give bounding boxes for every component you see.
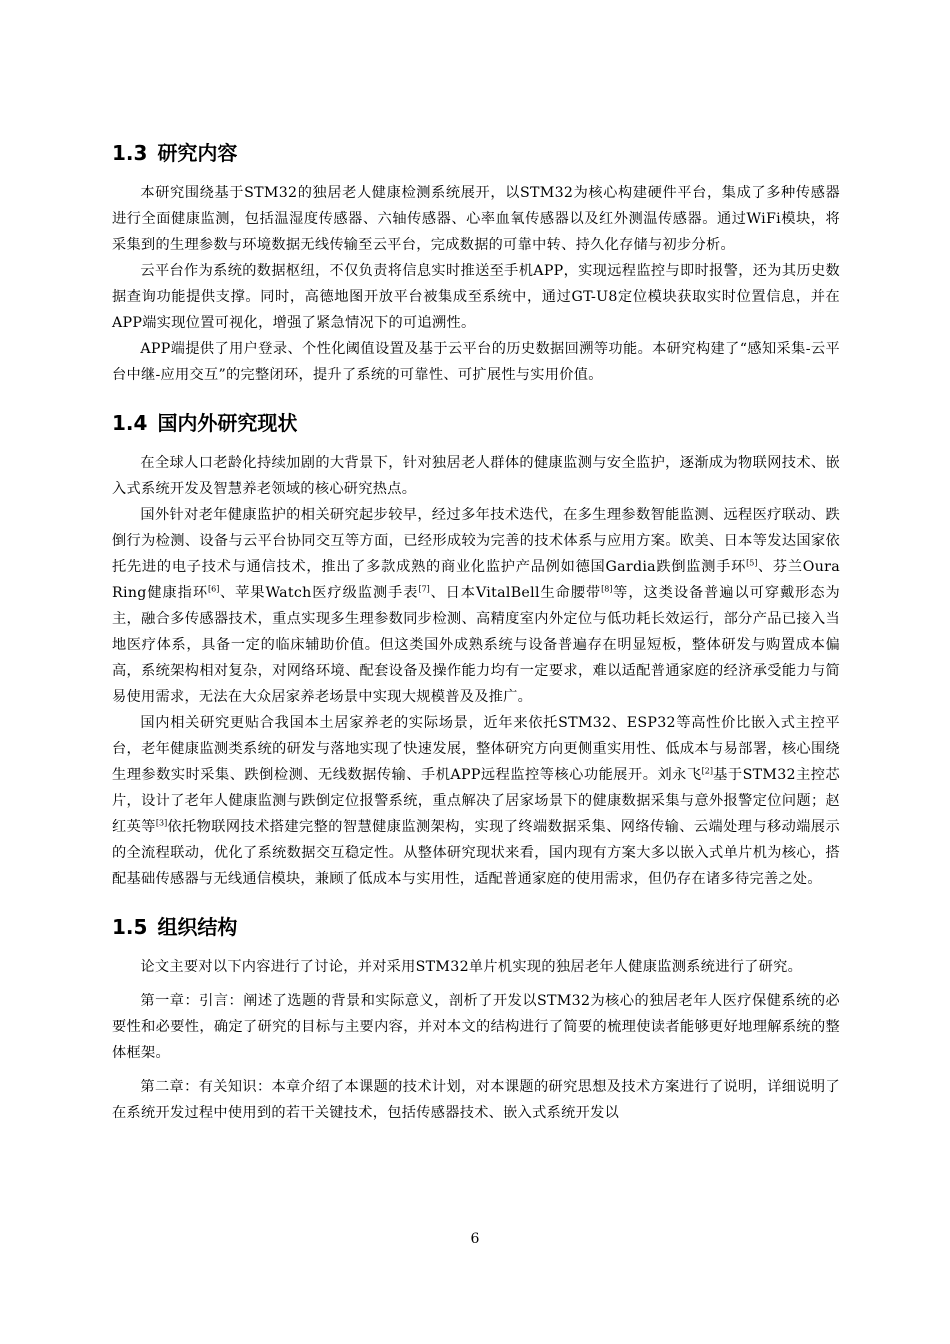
citation: [6] — [207, 584, 220, 594]
paragraph-text: 依托物联网技术搭建完整的智慧健康监测架构，实现了终端数据采集、网络传输、云端处理与移动端展示的全流程联动，优化了系统数据交互稳定性。从整体研究现状来看，国内现有方案大多以嵌入式单片机为核心，搭配基础传感器与无线通信模块，兼顾了低成本与实用性，适配普通家庭的使用需求，但仍存在诸多待完善之处。 — [112, 819, 840, 887]
paragraph: 第一章：引言：阐述了选题的背景和实际意义，剖析了开发以STM32为核心的独居老年人医疗保健系统的必要性和必要性，确定了研究的目标与主要内容，并对本文的结构进行了简要的梳理使读者能够更好地理解系统的整体框架。 — [112, 993, 840, 1061]
paragraph-text: 、芬兰Oura Ring健康指环 — [112, 559, 841, 601]
section-title: 组织结构 — [157, 915, 238, 939]
citation: [3] — [155, 818, 168, 828]
section-heading — [112, 408, 840, 438]
section-title: 研究内容 — [157, 141, 238, 165]
paragraph-text: 国内相关研究更贴合我国本土居家养老的实际场景，近年来依托STM32、ESP32等高性价比嵌入式主控平台，老年健康监测类系统的研发与落地实现了快速发展，整体研究方向更侧重实用性、低成本与易部署，核心围绕生理参数实时采集、跌倒检测、无线数据传输、手机APP远程监控等核心功能展开。刘永飞 — [112, 715, 840, 783]
section-1-4 — [112, 408, 840, 892]
paragraph-text: 、苹果Watch医疗级监测手表 — [219, 585, 419, 601]
citation: [8] — [601, 584, 613, 594]
paragraph-text: 等，这类设备普遍以可穿戴形态为主，融合多传感器技术，重点实现多生理参数同步检测、高精度室内外定位与低功耗长效运行，部分产品已接入当地医疗体系，具备一定的临床辅助价值。但这类国外成熟系统与设备普遍存在明显短板，整体研发与购置成本偏高，系统架构相对复杂，对网络环境、配套设备及操作能力均有一定要求，难以适配普通家庭的经济承受能力与简易使用需求，无法在大众居家养老场景中实现大规模普及及推广。 — [112, 585, 840, 705]
citation: [7] — [418, 584, 430, 594]
section-heading — [112, 912, 840, 942]
paragraph: APP端提供了用户登录、个性化阈值设置及基于云平台的历史数据回溯等功能。本研究构建了“感知采集-云平台中继-应用交互”的完整闭环，提升了系统的可靠性、可扩展性与实用价值。 — [112, 341, 840, 383]
paragraph: 本研究围绕基于STM32的独居老人健康检测系统展开，以STM32为核心构建硬件平台，集成了多种传感器进行全面健康监测，包括温湿度传感器、六轴传感器、心率血氧传感器以及红外测温传感器。通过WiFi模块，将采集到的生理参数与环境数据无线传输至云平台，完成数据的可靠中转、持久化存储与初步分析。 — [112, 185, 840, 253]
section-number: 1.5 — [112, 915, 148, 939]
page-content — [112, 138, 840, 1126]
paragraph: 云平台作为系统的数据枢纽，不仅负责将信息实时推送至手机APP，实现远程监控与即时报警，还为其历史数据查询功能提供支撑。同时，高德地图开放平台被集成至系统中，通过GT-U8定位模块获取实时位置信息，并在APP端实现位置可视化，增强了紧急情况下的可追溯性。 — [112, 263, 840, 331]
paragraph — [112, 710, 840, 892]
section-1-3 — [112, 138, 840, 388]
paragraph: 在全球人口老龄化持续加剧的大背景下，针对独居老人群体的健康监测与安全监护，逐渐成为物联网技术、嵌入式系统开发及智慧养老领域的核心研究热点。 — [112, 455, 840, 497]
section-number: 1.3 — [112, 141, 148, 165]
paragraph-text: 、日本VitalBell生命腰带 — [429, 585, 602, 601]
section-number: 1.4 — [112, 411, 148, 435]
paragraph: 论文主要对以下内容进行了讨论，并对采用STM32单片机实现的独居老年人健康监测系统进行了研究。 — [140, 959, 803, 975]
page-number: 6 — [470, 1231, 480, 1247]
paragraph: 第二章：有关知识：本章介绍了本课题的技术计划，对本课题的研究思想及技术方案进行了说明，详细说明了在系统开发过程中使用到的若干关键技术，包括传感器技术、嵌入式系统开发以 — [112, 1079, 840, 1121]
section-heading — [112, 138, 840, 168]
paragraph-text: 基于STM32主控芯片，设计了老年人健康监测与跌倒定位报警系统，重点解决了居家场景下的健康数据采集与意外报警定位问题；赵红英等 — [112, 767, 841, 835]
paragraph-text: 国外针对老年健康监护的相关研究起步较早，经过多年技术迭代，在多生理参数智能监测、远程医疗联动、跌倒行为检测、设备与云平台协同交互等方面，已经形成较为完善的技术体系与应用方案。欧美、日本等发达国家依托先进的电子技术与通信技术，推出了多款成熟的商业化监护产品例如德国Gardia跌倒监测手环 — [112, 507, 840, 575]
citation: [2] — [701, 766, 713, 776]
paragraph — [112, 502, 840, 710]
citation: [5] — [746, 558, 758, 568]
section-title: 国内外研究现状 — [157, 411, 298, 435]
section-1-5 — [112, 912, 840, 1126]
